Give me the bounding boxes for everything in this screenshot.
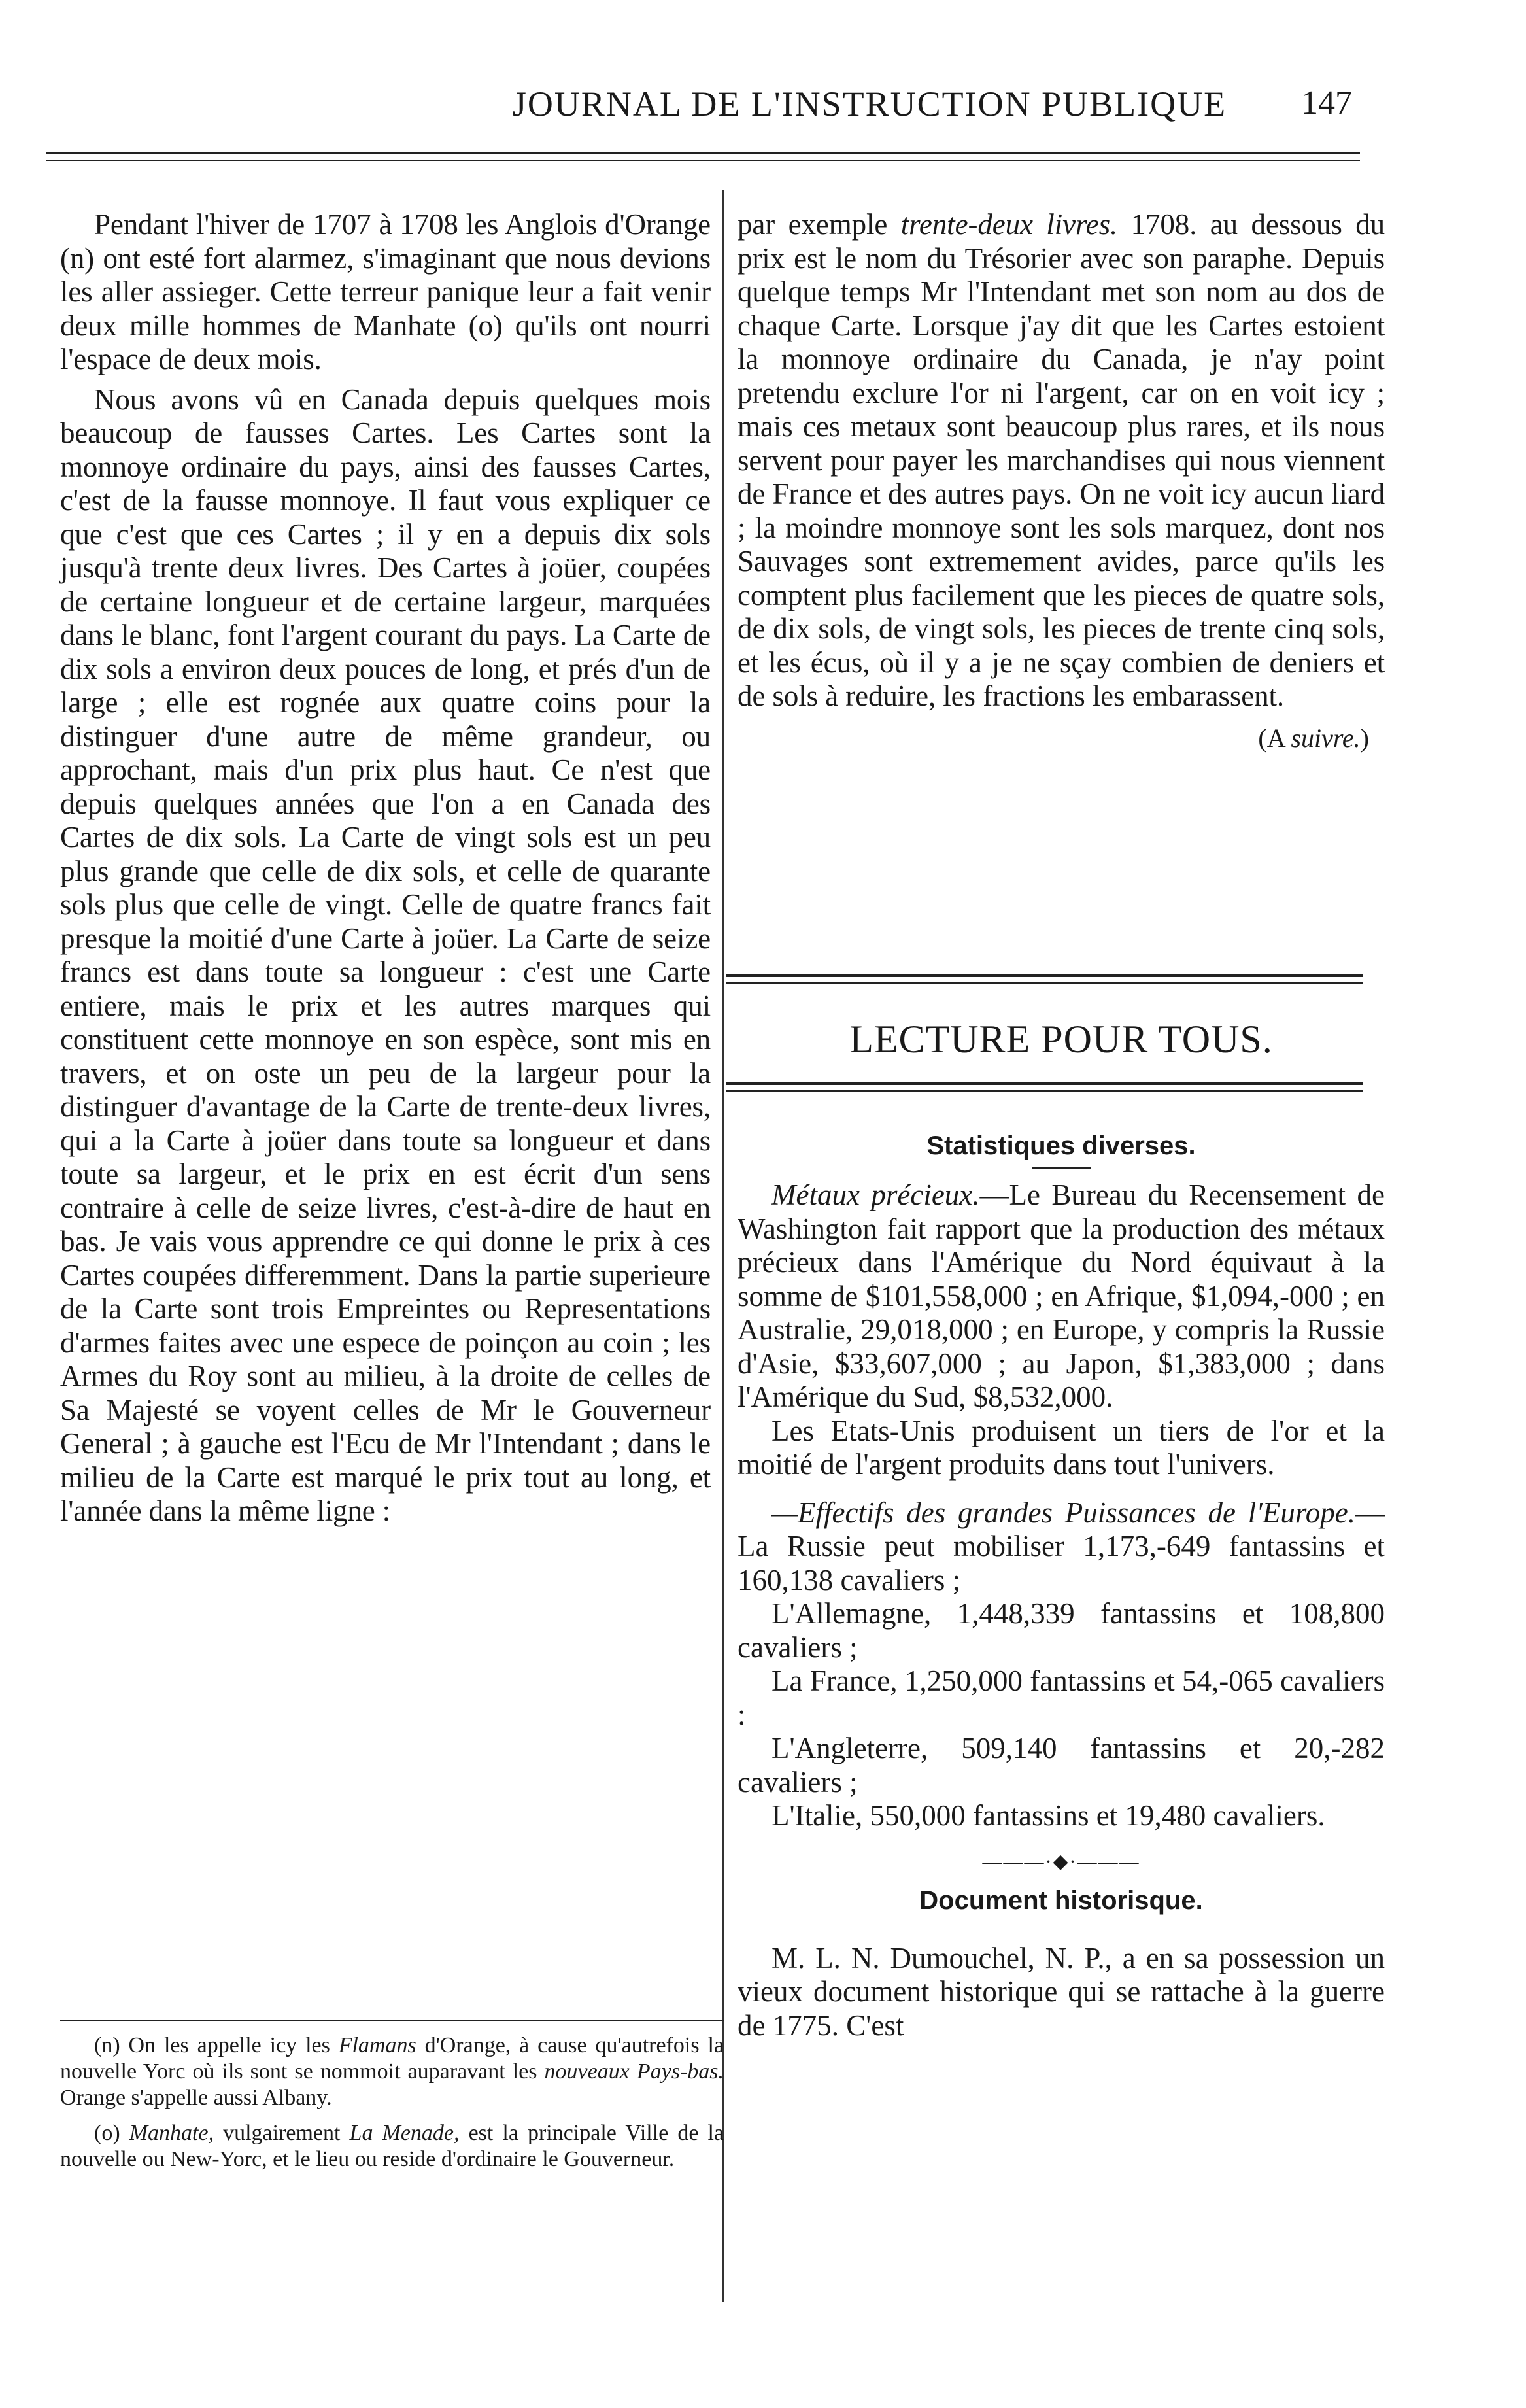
subhead-statistiques: Statistiques diverses.: [926, 1131, 1196, 1160]
footnote-o: [60, 2120, 724, 2173]
paragraph-metaux: [738, 1178, 1385, 1415]
footnote-n-text1: On les appelle icy les: [120, 2033, 339, 2057]
paragraph-continuation: [738, 208, 1385, 714]
continuation-text2: 1708. au dessous du prix est le nom du Trésorier avec son paraphe. Depuis quelque temps Mr l'Intendant met son nom au dos de chaque Carte. Lorsque j'ay dit que les Cartes estoient la monnoye ordinaire du Canada, je n'ay point pretendu exclure l'or ni l'argent, car on en voit icy ; mais ces metaux sont beaucoup plus rares, et ils nous servent pour payer les marchandises qui nous viennent de France et des autres pays. On ne voit icy aucun liard ; la moindre monnoye sont les sols marquez, dont nos Sauvages sont extremement avides, parce qu'ils les comptent plus facilement que les pieces de quatre sols, de dix sols, de vingt sols, les pieces de trente cinq sols, et les écus, où il y a je ne sçay combien de deniers et de sols à reduire, les fractions les embarassent.: [738, 208, 1385, 712]
army-angleterre: L'Angleterre, 509,140 fantassins et 20,-282 cavaliers ;: [738, 1732, 1385, 1798]
section-rule-bottom: [726, 1082, 1363, 1085]
header-rule-thin: [46, 160, 1360, 161]
section-rule-top: [726, 974, 1363, 977]
footnote-o-mark: (o): [94, 2121, 120, 2145]
footnote-n-italic2: nouveaux Pays-bas.: [544, 2059, 724, 2084]
army-france: La France, 1,250,000 fantassins et 54,-065 cavaliers :: [738, 1664, 1385, 1731]
section-rule-bottom-thin: [726, 1090, 1363, 1092]
right-column-top: [738, 208, 1385, 753]
suivre-open: (A: [1258, 723, 1291, 753]
footnotes: [60, 2033, 724, 2173]
paragraph-document: M. L. N. Dumouchel, N. P., a en sa possession un vieux document historique qui se rattache à la guerre de 1775. C'est: [738, 1941, 1385, 2042]
subhead-document: Document historisque.: [919, 1885, 1203, 1915]
army-italie: L'Italie, 550,000 fantassins et 19,480 cavaliers.: [771, 1799, 1325, 1832]
left-column: [60, 208, 711, 1528]
column-divider: [722, 190, 724, 2302]
footnote-n: [60, 2033, 724, 2111]
header-rule: [46, 152, 1360, 154]
footnote-o-text2: est la principale Ville de la nouvelle ou New-Yorc, et le lieu ou reside d'ordinaire le Gouverneur.: [60, 2121, 724, 2171]
paragraph-cartes: Nous avons vû en Canada depuis quelques mois beaucoup de fausses Cartes. Les Cartes sont la monnoye ordinaire du pays, ainsi des fausses Cartes, c'est de la fausse monnoye. Il faut vous expliquer ce que c'est que ces Cartes ; il y en a depuis dix sols jusqu'à trente deux livres. Des Cartes à joüer, coupées de certaine longueur et de certaine largeur, marquées dans le blanc, font l'argent courant du pays. La Carte de dix sols a environ deux pouces de long, et prés d'un de large ; elle est rognée aux quatre coins pour la distinguer d'une autre de même grandeur, ou approchant, mais d'un prix plus haut. Ce n'est que depuis quelques années que l'on a en Canada des Cartes de dix sols. La Carte de vingt sols est un peu plus grande que celle de dix sols, et celle de quarante sols plus que celle de vingt. Celle de quatre francs fait presque la moitié d'une Carte à joüer. La Carte de seize francs est dans toute sa longueur : c'est une Carte entiere, mais le prix et les autres marques qui constituent cette monnoye en son espèce, sont mis en travers, et on oste un peu de la largeur pour la distinguer d'avantage de la Carte de trente-deux livres, qui a la Carte à joüer dans toute sa longueur et dans toute sa largeur, et le prix en est écrit d'un sens contraire à celle de seize livres, c'est-à-dire de haut en bas. Je vais vous apprendre ce qui donne le prix à ces Cartes coupées differemment. Dans la partie superieure de la Carte sont trois Empreintes ou Representations d'armes faites avec une espece de poinçon au coin ; les Armes du Roy sont au milieu, à la droite de celles de Sa Majesté se voyent celles de Mr le Gouverneur General ; à gauche est l'Ecu de Mr l'Intendant ; dans le milieu de la Carte est marqué le prix tout au long, et l'année dans la même ligne :: [60, 383, 711, 1527]
suivre-italic: suivre.: [1291, 723, 1361, 753]
footnote-rule: [60, 2020, 724, 2021]
footnote-n-italic: Flamans: [338, 2033, 416, 2057]
to-be-continued: [738, 723, 1385, 753]
section-rule-top-thin: [726, 982, 1363, 984]
right-column-bottom: [738, 1131, 1385, 2042]
continuation-italic: trente-deux livres.: [900, 208, 1118, 241]
running-header: JOURNAL DE L'INSTRUCTION PUBLIQUE: [512, 84, 1227, 124]
paragraph-etats-unis: Les Etats-Unis produisent un tiers de l'or et la moitié de l'argent produits dans tout l'univers.: [738, 1414, 1385, 1481]
footnote-o-text1: vulgairement: [214, 2121, 350, 2145]
paragraph-effectifs: [738, 1496, 1385, 1598]
continuation-text1: par exemple: [738, 208, 901, 241]
section-title: LECTURE POUR TOUS.: [849, 1018, 1273, 1061]
army-allemagne: L'Allemagne, 1,448,339 fantassins et 108,800 cavaliers ;: [738, 1597, 1385, 1664]
metaux-italic: Métaux précieux.: [771, 1178, 980, 1211]
metaux-text: —Le Bureau du Recensement de Washington fait rapport que la production des métaux précieux dans l'Amérique du Nord équivaut à la somme de $101,558,000 ; en Afrique, $1,094,-000 ; en Australie, 29,018,000 ; en Europe, y compris la Russie d'Asie, $33,607,000 ; au Japon, $1,383,000 ; dans l'Amérique du Sud, $8,532,000.: [738, 1178, 1385, 1413]
effectifs-text: —La Russie peut mobiliser 1,173,-649 fantassins et 160,138 cavaliers ;: [738, 1496, 1385, 1596]
subhead-rule: [1032, 1167, 1091, 1169]
paragraph-orange-alarm: Pendant l'hiver de 1707 à 1708 les Anglois d'Orange (n) ont esté fort alarmez, s'imaginant que nous devions les aller assieger. Cette terreur panique leur a fait venir deux mille hommes de Manhate (o) qu'ils ont nourri l'espace de deux mois.: [60, 208, 711, 375]
footnote-n-text3: Orange s'appelle aussi Albany.: [60, 2086, 332, 2110]
ornament-divider: ———·◆·———: [982, 1850, 1140, 1872]
footnote-o-italic2: La Menade,: [349, 2121, 460, 2145]
suivre-close: ): [1360, 723, 1369, 753]
footnote-n-mark: (n): [94, 2033, 120, 2057]
footnote-o-italic: Manhate,: [129, 2121, 214, 2145]
footnote-n-text2: d'Orange, à cause qu'autrefois la nouvelle Yorc où ils sont se nommoit auparavant les: [60, 2033, 724, 2084]
effectifs-italic: —Effectifs des grandes Puissances de l'Europe.: [771, 1496, 1355, 1529]
page-number: 147: [1301, 84, 1352, 122]
